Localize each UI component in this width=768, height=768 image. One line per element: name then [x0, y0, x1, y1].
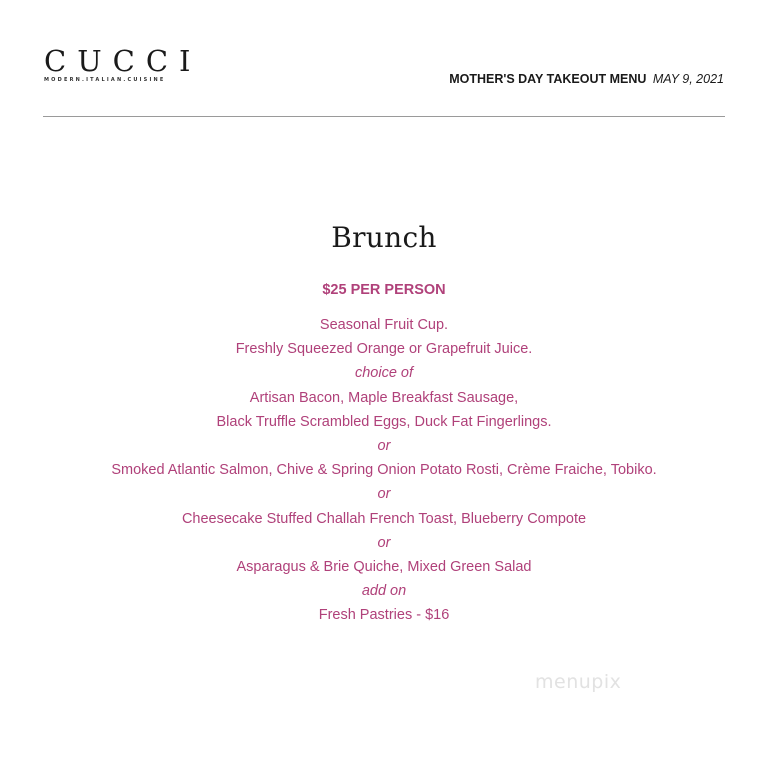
menu-connector: or — [377, 438, 391, 455]
menu-date: MAY 9, 2021 — [652, 72, 724, 86]
logo-tagline: MODERN.ITALIAN.CUISINE — [44, 77, 166, 83]
menu-connector: or — [377, 534, 391, 551]
menu-item: Asparagus & Brie Quiche, Mixed Green Salad — [236, 559, 532, 576]
logo-name: CUCCI — [44, 44, 202, 78]
section-title: Brunch — [331, 221, 437, 254]
brunch-section — [0, 218, 768, 628]
section-price: $25 PER PERSON — [322, 282, 446, 298]
menu-item: Fresh Pastries - $16 — [318, 607, 450, 624]
menu-header — [449, 72, 724, 86]
menu-item: Black Truffle Scrambled Eggs, Duck Fat Fingerlings. — [216, 413, 552, 430]
menu-item: Smoked Atlantic Salmon, Chive & Spring Onion Potato Rosti, Crème Fraiche, Tobiko. — [111, 462, 657, 479]
menu-connector: choice of — [354, 365, 414, 382]
menu-connector: add on — [361, 583, 407, 600]
menu-connector: or — [377, 486, 391, 503]
header-divider — [43, 116, 725, 117]
menu-item: Artisan Bacon, Maple Breakfast Sausage, — [249, 389, 519, 406]
menu-item: Seasonal Fruit Cup. — [319, 317, 449, 333]
menu-item: Cheesecake Stuffed Challah French Toast, Blueberry Compote — [181, 510, 587, 527]
menu-item: Freshly Squeezed Orange or Grapefruit Juice. — [235, 341, 533, 358]
menu-items — [0, 313, 768, 628]
restaurant-logo — [44, 46, 218, 83]
watermark-logo: menupix — [535, 671, 622, 693]
menu-title: MOTHER'S DAY TAKEOUT MENU — [449, 72, 647, 86]
